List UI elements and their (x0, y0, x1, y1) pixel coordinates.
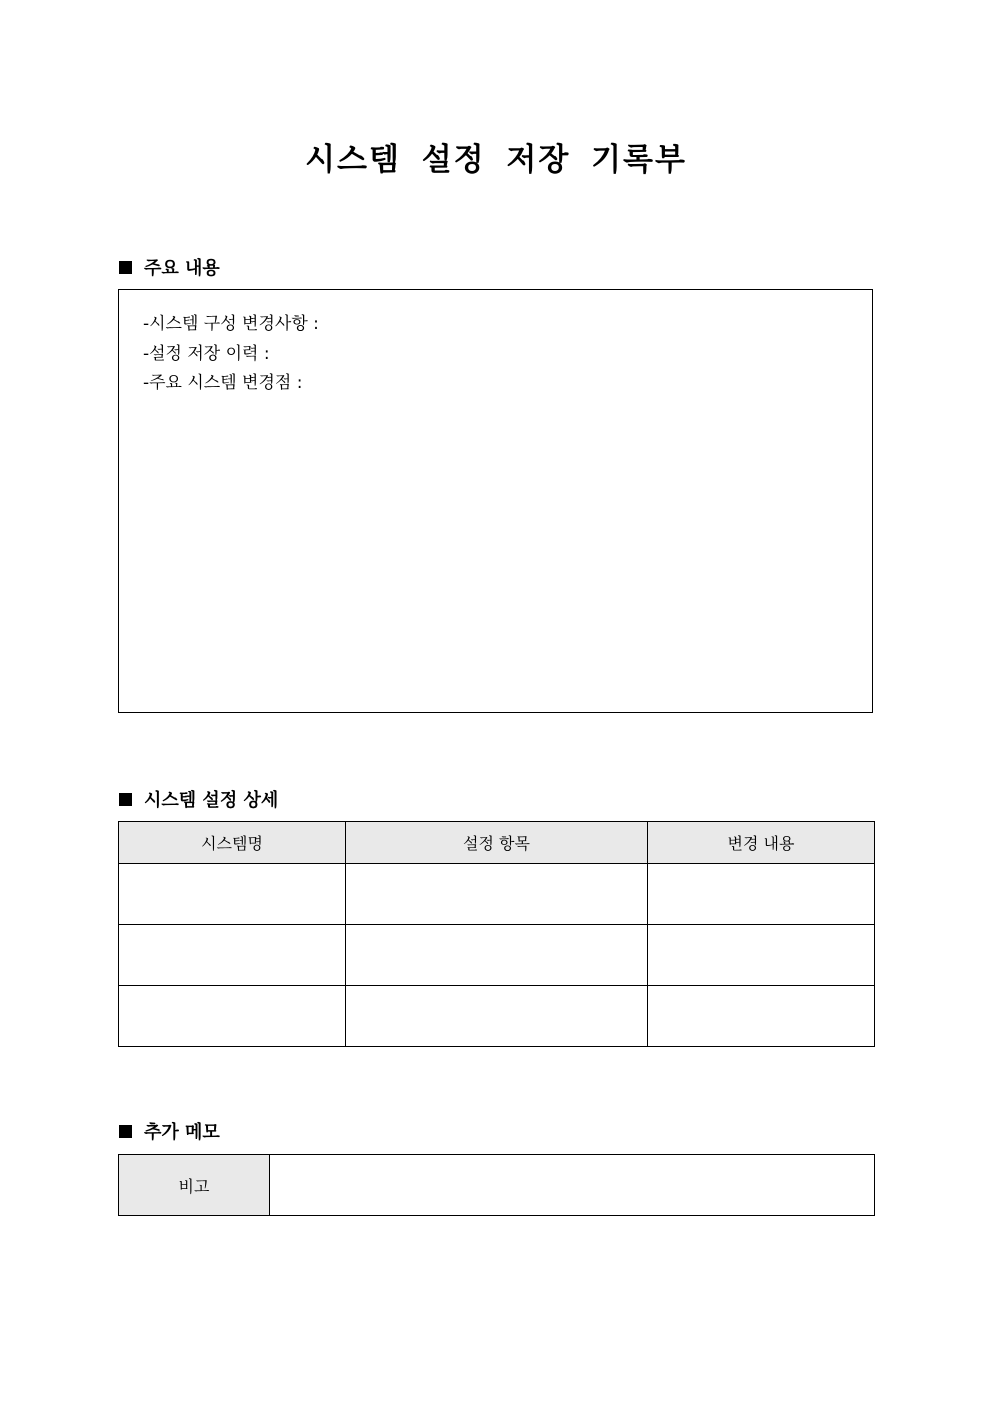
table-cell[interactable] (346, 864, 648, 925)
summary-heading-text: 주요 내용 (144, 258, 220, 279)
table-row (119, 986, 875, 1047)
table-cell[interactable] (119, 864, 346, 925)
square-bullet-icon (119, 1125, 132, 1138)
table-cell[interactable] (346, 925, 648, 986)
memo-field[interactable] (270, 1155, 875, 1216)
table-row (119, 864, 875, 925)
summary-line-major-changes: -주요 시스템 변경점 : (143, 373, 303, 393)
table-cell[interactable] (648, 925, 875, 986)
summary-line-save-history: -설정 저장 이력 : (143, 343, 270, 364)
memo-section-heading (119, 1118, 220, 1144)
detail-heading-text: 시스템 설정 상세 (144, 790, 279, 811)
summary-section-heading (119, 254, 220, 280)
square-bullet-icon (119, 261, 132, 274)
table-cell[interactable] (119, 986, 346, 1047)
table-cell[interactable] (119, 925, 346, 986)
memo-label: 비고 (119, 1155, 270, 1216)
memo-heading-text: 추가 메모 (144, 1122, 220, 1143)
table-cell[interactable] (346, 986, 648, 1047)
table-header-row (119, 822, 875, 864)
document-title: 시스템 설정 저장 기록부 (305, 142, 687, 178)
column-header-change-content: 변경 내용 (648, 822, 875, 864)
column-header-setting-item: 설정 항목 (346, 822, 648, 864)
detail-section-heading (119, 786, 278, 812)
table-row (119, 925, 875, 986)
memo-row (119, 1155, 875, 1216)
summary-line-system-config: -시스템 구성 변경사항 : (143, 314, 319, 334)
summary-box[interactable] (118, 289, 873, 713)
table-cell[interactable] (648, 986, 875, 1047)
table-cell[interactable] (648, 864, 875, 925)
memo-table (118, 1154, 875, 1216)
column-header-system-name: 시스템명 (119, 822, 346, 864)
detail-table (118, 821, 875, 1047)
square-bullet-icon (119, 793, 132, 806)
